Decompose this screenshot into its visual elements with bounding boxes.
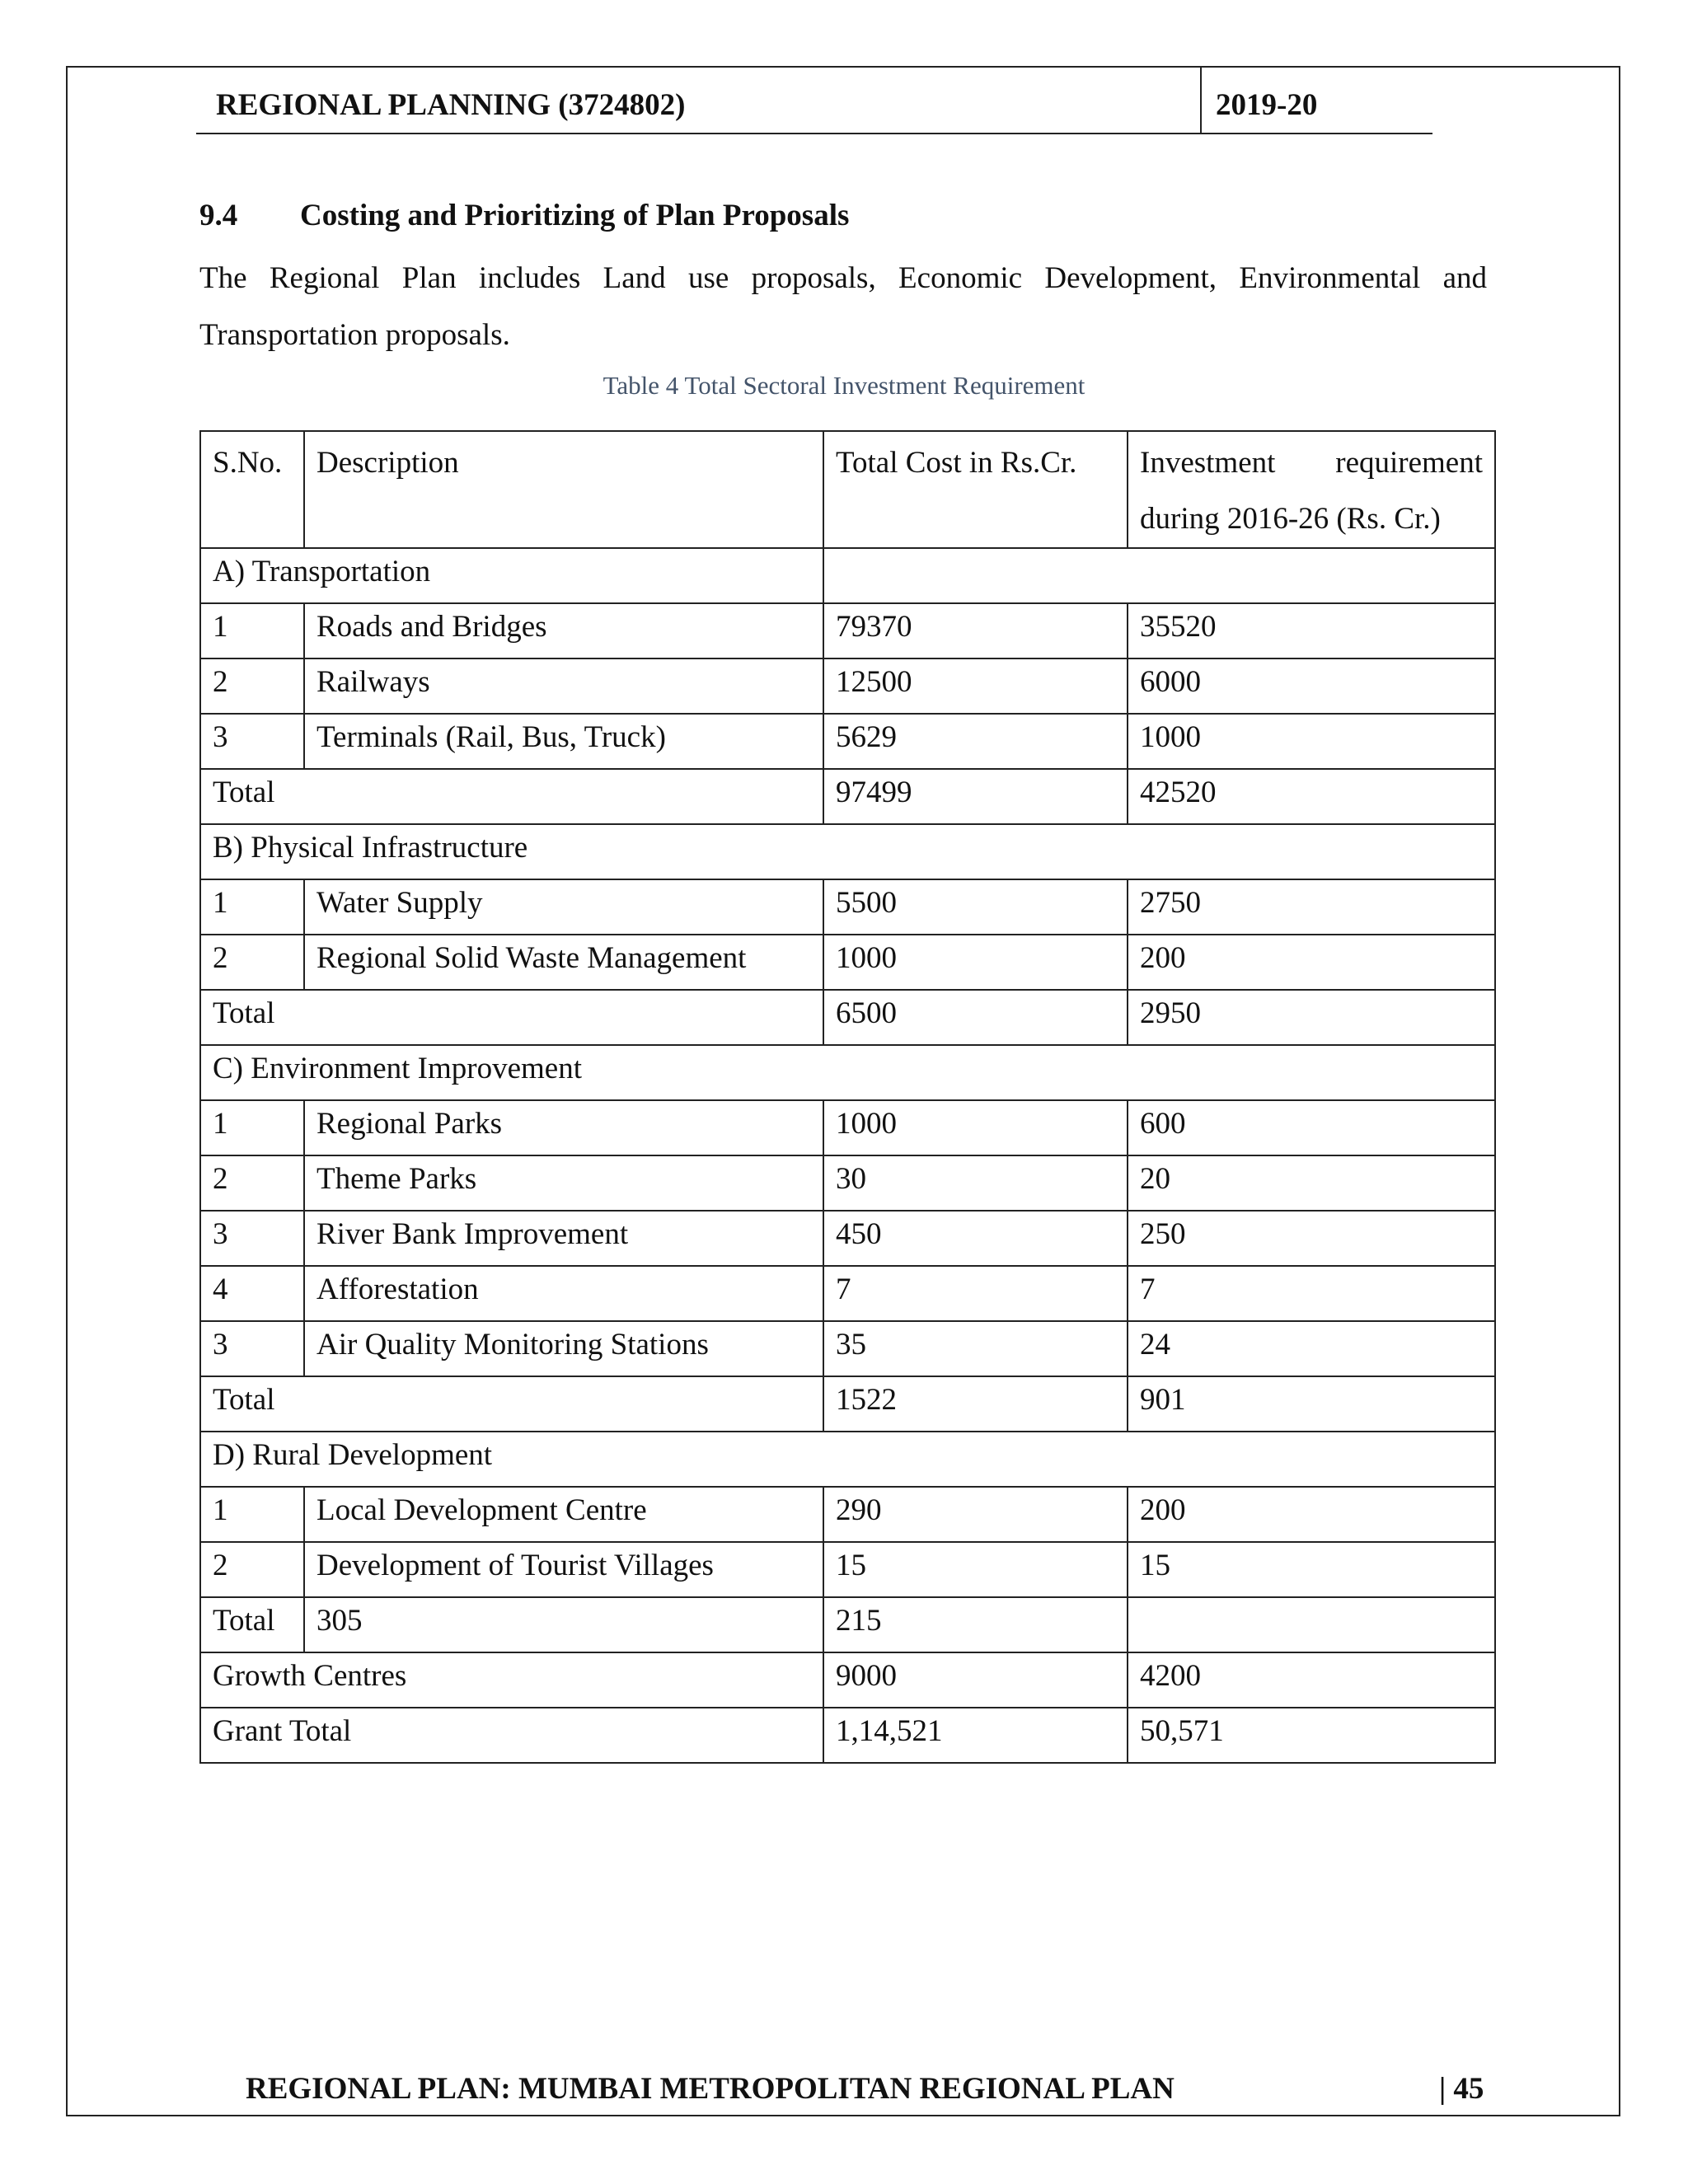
- total-label: Total: [200, 1597, 304, 1652]
- cell-total-cost: 7: [823, 1266, 1128, 1321]
- cell-investment: 7: [1128, 1266, 1495, 1321]
- table-row: [200, 935, 1495, 990]
- table-header-row: [200, 431, 1495, 548]
- total-cost: 215: [823, 1597, 1128, 1652]
- cell-total-cost: 450: [823, 1211, 1128, 1266]
- grand-total-cost: 1,14,521: [823, 1708, 1128, 1763]
- growth-cost: 9000: [823, 1652, 1128, 1708]
- cell-description: Local Development Centre: [304, 1487, 823, 1542]
- cell-sno: 1: [200, 603, 304, 658]
- total-label: Total: [200, 1376, 823, 1432]
- table-row: [200, 1266, 1495, 1321]
- cell-investment: 1000: [1128, 714, 1495, 769]
- cell-sno: 1: [200, 1100, 304, 1155]
- total-cost: 97499: [823, 769, 1128, 824]
- cell-sno: 3: [200, 714, 304, 769]
- section-number: 9.4: [199, 199, 238, 232]
- total-investment: 901: [1128, 1376, 1495, 1432]
- total-cost: 1522: [823, 1376, 1128, 1432]
- table-caption: Table 4 Total Sectoral Investment Requirement: [603, 371, 1085, 400]
- cell-description: River Bank Improvement: [304, 1211, 823, 1266]
- cell-total-cost: 290: [823, 1487, 1128, 1542]
- cell-investment: 20: [1128, 1155, 1495, 1211]
- cell-description: Water Supply: [304, 879, 823, 935]
- total-label: Total: [200, 769, 823, 824]
- section-row: [200, 1432, 1495, 1487]
- cell-investment: 15: [1128, 1542, 1495, 1597]
- cell-description: Air Quality Monitoring Stations: [304, 1321, 823, 1376]
- table-row: [200, 1211, 1495, 1266]
- growth-label: Growth Centres: [200, 1652, 823, 1708]
- grand-total-label: Grant Total: [200, 1708, 823, 1763]
- header-investment-line2: during 2016-26 (Rs. Cr.): [1140, 502, 1441, 536]
- section-label: C) Environment Improvement: [200, 1045, 1495, 1100]
- cell-sno: 2: [200, 658, 304, 714]
- growth-centres-row: [200, 1652, 1495, 1708]
- cell-total-cost: 12500: [823, 658, 1128, 714]
- section-title: Costing and Prioritizing of Plan Proposals: [300, 199, 850, 232]
- section-row: [200, 1045, 1495, 1100]
- table-row: [200, 714, 1495, 769]
- cell-description: Regional Solid Waste Management: [304, 935, 823, 990]
- cell-total-cost: 79370: [823, 603, 1128, 658]
- header-total-cost: Total Cost in Rs.Cr.: [823, 431, 1128, 548]
- cell-total-cost: 15: [823, 1542, 1128, 1597]
- cell-investment: 200: [1128, 1487, 1495, 1542]
- total-cost: 6500: [823, 990, 1128, 1045]
- page-header: [196, 68, 1432, 134]
- header-investment: [1128, 431, 1495, 548]
- cell-total-cost: 1000: [823, 935, 1128, 990]
- cell-sno: 1: [200, 1487, 304, 1542]
- cell-sno: 1: [200, 879, 304, 935]
- cell-description: Railways: [304, 658, 823, 714]
- section-heading: [199, 198, 849, 233]
- cell-description: Theme Parks: [304, 1155, 823, 1211]
- grand-total-row: [200, 1708, 1495, 1763]
- total-row: [200, 1597, 1495, 1652]
- table-row: [200, 1155, 1495, 1211]
- cell-investment: 2750: [1128, 879, 1495, 935]
- total-row: [200, 990, 1495, 1045]
- total-investment: 42520: [1128, 769, 1495, 824]
- total-row: [200, 1376, 1495, 1432]
- total-investment: 2950: [1128, 990, 1495, 1045]
- grand-total-investment: 50,571: [1128, 1708, 1495, 1763]
- cell-investment: 24: [1128, 1321, 1495, 1376]
- cell-sno: 3: [200, 1211, 304, 1266]
- section-label: D) Rural Development: [200, 1432, 1495, 1487]
- cell-investment: 35520: [1128, 603, 1495, 658]
- table-row: [200, 1487, 1495, 1542]
- cell-description: Development of Tourist Villages: [304, 1542, 823, 1597]
- cell-description: Regional Parks: [304, 1100, 823, 1155]
- cell-total-cost: 5500: [823, 879, 1128, 935]
- cell-sno: 3: [200, 1321, 304, 1376]
- table-row: [200, 1321, 1495, 1376]
- cell-sno: 2: [200, 1542, 304, 1597]
- cell-sno: 4: [200, 1266, 304, 1321]
- section-label: A) Transportation: [200, 548, 823, 603]
- cell-description: Afforestation: [304, 1266, 823, 1321]
- total-label: Total: [200, 990, 823, 1045]
- table-row: [200, 1542, 1495, 1597]
- cell-sno: 2: [200, 935, 304, 990]
- cell-investment: 6000: [1128, 658, 1495, 714]
- header-description: Description: [304, 431, 823, 548]
- cell-investment: 600: [1128, 1100, 1495, 1155]
- cell-investment: 200: [1128, 935, 1495, 990]
- growth-investment: 4200: [1128, 1652, 1495, 1708]
- cell-description: Roads and Bridges: [304, 603, 823, 658]
- cell-sno: 2: [200, 1155, 304, 1211]
- total-row: [200, 769, 1495, 824]
- section-label: B) Physical Infrastructure: [200, 824, 1495, 879]
- table-row: [200, 1100, 1495, 1155]
- cell-total-cost: 1000: [823, 1100, 1128, 1155]
- investment-table: [199, 430, 1496, 1764]
- cell-description: Terminals (Rail, Bus, Truck): [304, 714, 823, 769]
- section-row: [200, 824, 1495, 879]
- header-rule: [196, 133, 1432, 134]
- total-description-value: 305: [304, 1597, 823, 1652]
- header-year: 2019-20: [1216, 88, 1318, 122]
- empty-cell: [823, 548, 1495, 603]
- table-row: [200, 879, 1495, 935]
- section-row: [200, 548, 1495, 603]
- page-number: | 45: [1439, 2072, 1484, 2106]
- cell-total-cost: 5629: [823, 714, 1128, 769]
- footer-title: REGIONAL PLAN: MUMBAI METROPOLITAN REGIONAL PLAN: [246, 2072, 1175, 2106]
- empty-cell: [1128, 1597, 1495, 1652]
- header-investment-line1: Investment requirement: [1140, 446, 1483, 480]
- header-sno: S.No.: [200, 431, 304, 548]
- header-divider: [1200, 68, 1202, 134]
- intro-paragraph: The Regional Plan includes Land use proposals, Economic Development, Environmental and Transportation proposals.: [199, 261, 1487, 352]
- cell-total-cost: 30: [823, 1155, 1128, 1211]
- table-row: [200, 603, 1495, 658]
- header-title: REGIONAL PLANNING (3724802): [216, 88, 686, 122]
- cell-total-cost: 35: [823, 1321, 1128, 1376]
- table-row: [200, 658, 1495, 714]
- cell-investment: 250: [1128, 1211, 1495, 1266]
